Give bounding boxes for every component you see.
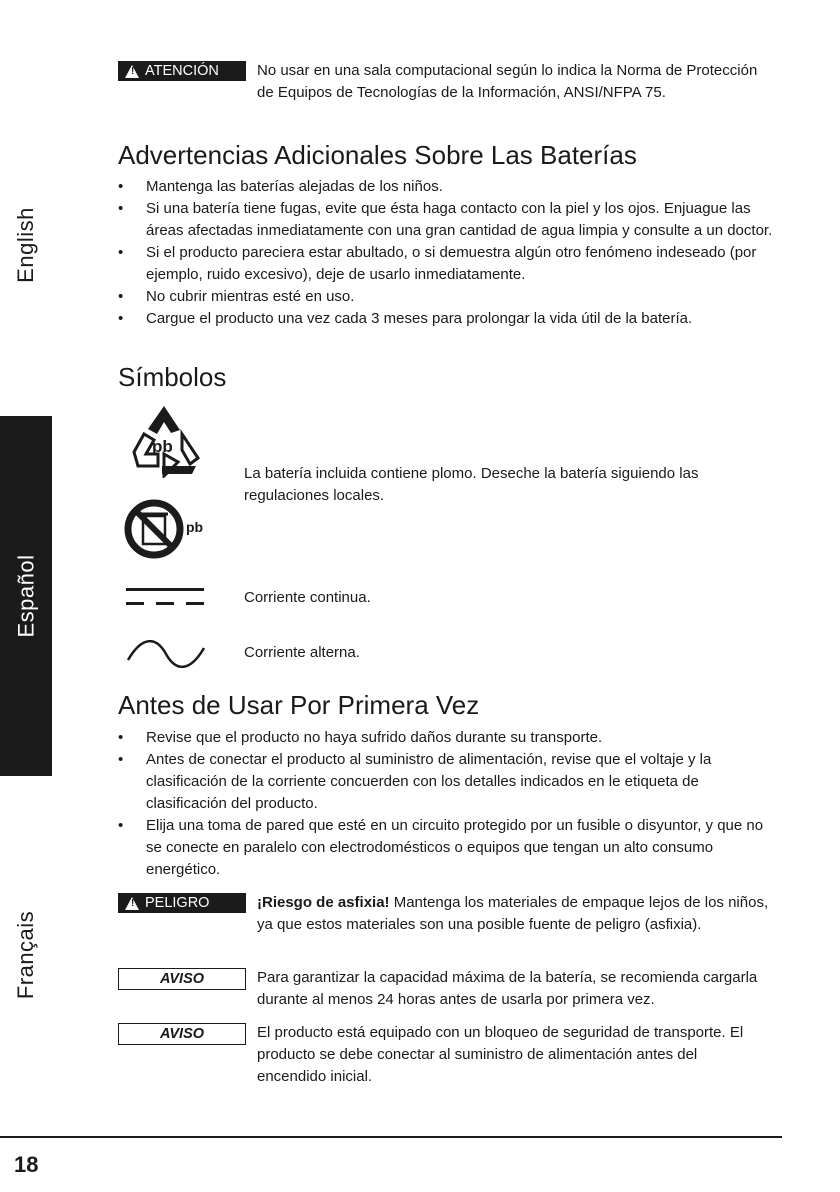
page-number: 18 — [14, 1152, 39, 1177]
list-item: • Si el producto pareciera estar abultado, o si demuestra algún otro fenómeno indeseado (por ejemplo, ruido excesivo), deje de usarlo inmediatamente. — [118, 242, 788, 286]
svg-text:pb: pb — [152, 437, 173, 456]
no-trash-bin-icon — [124, 494, 218, 564]
tab-english[interactable] — [0, 180, 52, 310]
battery-section-title: Advertencias Adicionales Sobre Las Baterías — [118, 140, 637, 170]
atencion-text: No usar en una sala computacional según lo indica la Norma de Protección de Equipos de Tecnologías de la Información, ANSI/NFPA 75. — [257, 62, 758, 101]
list-item: • Si una batería tiene fugas, evite que ésta haga contacto con la piel y los ojos. Enjuague las áreas afectadas inmediatamente con una gran cantidad de agua limpia y consulte a un doctor. — [118, 198, 788, 242]
first-use-list — [118, 727, 780, 881]
tab-francais-label: Français — [13, 910, 39, 1000]
peligro-badge-label: PELIGRO — [145, 895, 210, 911]
list-item: • Mantenga las baterías alejadas de los niños. — [118, 176, 788, 198]
aviso-badge: AVISO — [118, 1023, 246, 1045]
peligro-badge — [118, 893, 246, 913]
aviso2-text: El producto está equipado con un bloqueo de seguridad de transporte. El producto se debe conectar al suministro de alimentación antes del encendido inicial. — [257, 1024, 744, 1085]
tab-english-label: English — [13, 207, 38, 283]
recycle-pb-icon — [124, 404, 212, 478]
lead-battery-text: La batería incluida contiene plomo. Deseche la batería siguiendo las regulaciones locales. — [244, 465, 699, 504]
peligro-text — [257, 892, 785, 936]
atencion-badge — [118, 61, 246, 81]
list-item: • Cargue el producto una vez cada 3 meses para prolongar la vida útil de la batería. — [118, 308, 788, 330]
peligro-bold: ¡Riesgo de asfixia! — [257, 894, 390, 911]
direct-current-icon — [126, 588, 206, 608]
aviso1-text: Para garantizar la capacidad máxima de la batería, se recomienda cargarla durante al menos 24 horas antes de usarla por primera vez. — [257, 969, 758, 1008]
list-item: • Elija una toma de pared que esté en un circuito protegido por un fusible o disyuntor, y que no se conecte en paralelo con electrodomésticos o equipos que tengan un alto consumo energético. — [118, 815, 780, 881]
tab-espanol[interactable] — [0, 416, 52, 776]
aviso-badge: AVISO — [118, 968, 246, 990]
symbols-title: Símbolos — [118, 362, 227, 392]
tab-francais[interactable] — [0, 880, 52, 1030]
first-use-title: Antes de Usar Por Primera Vez — [118, 690, 480, 720]
list-item: • Revise que el producto no haya sufrido daños durante su transporte. — [118, 727, 780, 749]
alternating-current-icon — [126, 640, 206, 668]
warning-icon: ! — [125, 65, 139, 78]
direct-current-text: Corriente continua. — [244, 589, 371, 606]
alternating-current-text: Corriente alterna. — [244, 644, 360, 661]
peligro-body: Mantenga los materiales de empaque lejos de los niños, ya que estos materiales son una posible fuente de peligro (asfixia). — [257, 894, 769, 933]
svg-text:pb: pb — [186, 519, 204, 535]
battery-list — [118, 176, 788, 330]
list-item: • No cubrir mientras esté en uso. — [118, 286, 788, 308]
atencion-badge-label: ATENCIÓN — [145, 63, 219, 79]
tab-espanol-label: Español — [13, 554, 39, 638]
footer-rule — [0, 1136, 782, 1138]
warning-icon: ! — [125, 897, 139, 910]
list-item: • Antes de conectar el producto al suministro de alimentación, revise que el voltaje y la clasificación de la corriente concuerden con los detalles indicados en le etiqueta de clasificación del producto. — [118, 749, 780, 815]
